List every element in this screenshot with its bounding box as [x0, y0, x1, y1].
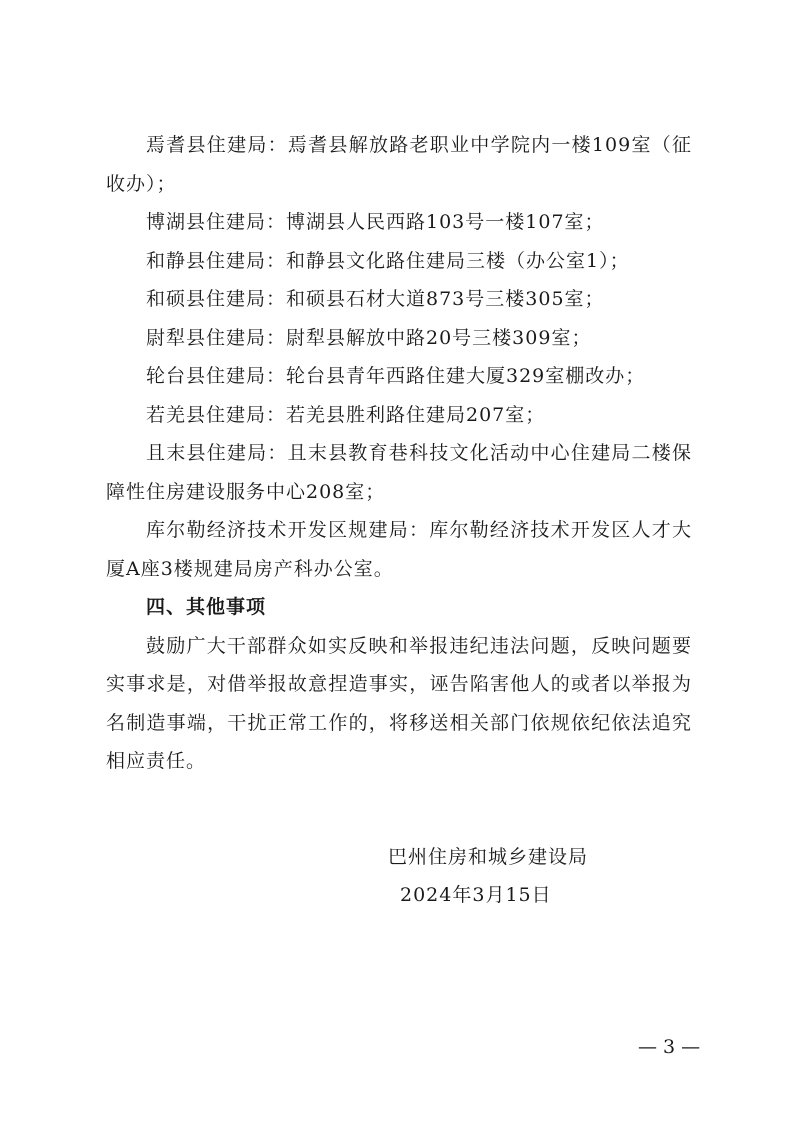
issuing-organization: 巴州住房和城乡建设局: [388, 846, 589, 868]
address-qiemo: 且末县住建局：且末县教育巷科技文化活动中心住建局二楼保障性住房建设服务中心208室；: [106, 442, 692, 503]
issue-date: 2024年3月15日: [400, 884, 552, 906]
address-hejing: 和静县住建局：和静县文化路住建局三楼（办公室1）；: [146, 249, 630, 272]
address-yuli: 尉犁县住建局：尉犁县解放中路20号三楼309室；: [146, 326, 592, 349]
page-number: — 3 —: [638, 1036, 701, 1058]
address-yanqi: 焉耆县住建局：焉耆县解放路老职业中学院内一楼109室（征收办）；: [106, 134, 692, 195]
closing-paragraph: 鼓励广大干部群众如实反映和举报违纪违法问题，反映问题要实事求是，对借举报故意捏造事实，诬告陷害他人的或者以举报为名制造事端，干扰正常工作的，将移送相关部门依规依纪依法追究相应责任。: [106, 634, 692, 772]
address-korla-dev-zone: 库尔勒经济技术开发区规建局：库尔勒经济技术开发区人才大厦A座3楼规建局房产科办公室。: [106, 519, 692, 580]
document-body: [106, 126, 692, 781]
address-bohu: 博湖县住建局：博湖县人民西路103号一楼107室；: [146, 211, 605, 233]
address-luntai: 轮台县住建局：轮台县青年西路住建大厦329室棚改办；: [146, 365, 646, 387]
section-heading: 四、其他事项: [146, 596, 267, 618]
address-heshuo: 和硕县住建局：和硕县石材大道873号三楼305室；: [146, 288, 605, 310]
address-ruoqiang: 若羌县住建局：若羌县胜利路住建局207室；: [146, 403, 546, 426]
